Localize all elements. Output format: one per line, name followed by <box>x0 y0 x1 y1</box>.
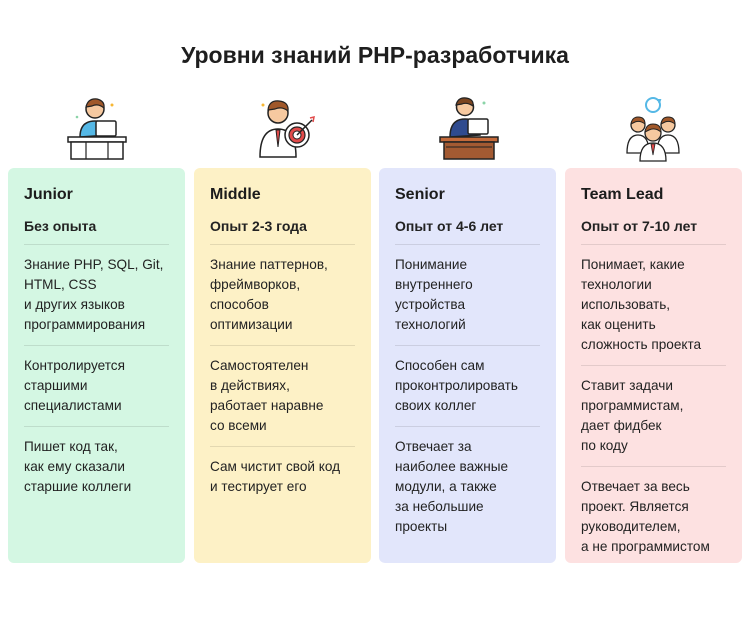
level-card-junior <box>8 168 185 563</box>
level-point: Самостоятелен в действиях, работает наравне со всеми <box>210 346 355 447</box>
level-name: Middle <box>210 186 261 203</box>
level-experience: Опыт от 7-10 лет <box>581 218 726 245</box>
developer-at-desk-icon <box>434 95 504 163</box>
page-title: Уровни знаний PHP-разработчика <box>181 42 569 68</box>
team-icon <box>618 95 688 163</box>
level-experience: Опыт от 4-6 лет <box>395 218 540 245</box>
level-name: Senior <box>395 186 445 203</box>
level-point: Знание паттернов, фреймворков, способов оптимизации <box>210 245 355 346</box>
level-point: Ставит задачи программистам, дает фидбек по коду <box>581 366 726 467</box>
level-point: Отвечает за наиболее важные модули, а также за небольшие проекты <box>395 439 509 534</box>
level-point: Контролируется старшими специалистами <box>24 346 169 427</box>
level-experience: Опыт 2-3 года <box>210 218 355 245</box>
level-point: Способен сам проконтролировать своих коллег <box>395 346 540 427</box>
level-card-middle <box>194 168 371 563</box>
level-experience: Без опыта <box>24 218 169 245</box>
developer-with-target-icon <box>250 95 320 163</box>
level-name: Team Lead <box>581 186 664 203</box>
level-point: Понимает, какие технологии использовать, как оценить сложность проекта <box>581 245 726 366</box>
level-name: Junior <box>24 186 73 203</box>
level-point: Отвечает за весь проект. Является руководителем, а не программистом <box>581 479 710 554</box>
level-point: Знание PHP, SQL, Git, HTML, CSS и других языков программирования <box>24 245 169 346</box>
level-card-senior <box>379 168 556 563</box>
level-point: Сам чистит свой код и тестирует его <box>210 459 341 494</box>
level-point: Понимание внутреннего устройства технологий <box>395 245 540 346</box>
level-point: Пишет код так, как ему сказали старшие коллеги <box>24 439 132 494</box>
developer-at-laptop-icon <box>62 95 132 163</box>
level-card-team-lead <box>565 168 742 563</box>
